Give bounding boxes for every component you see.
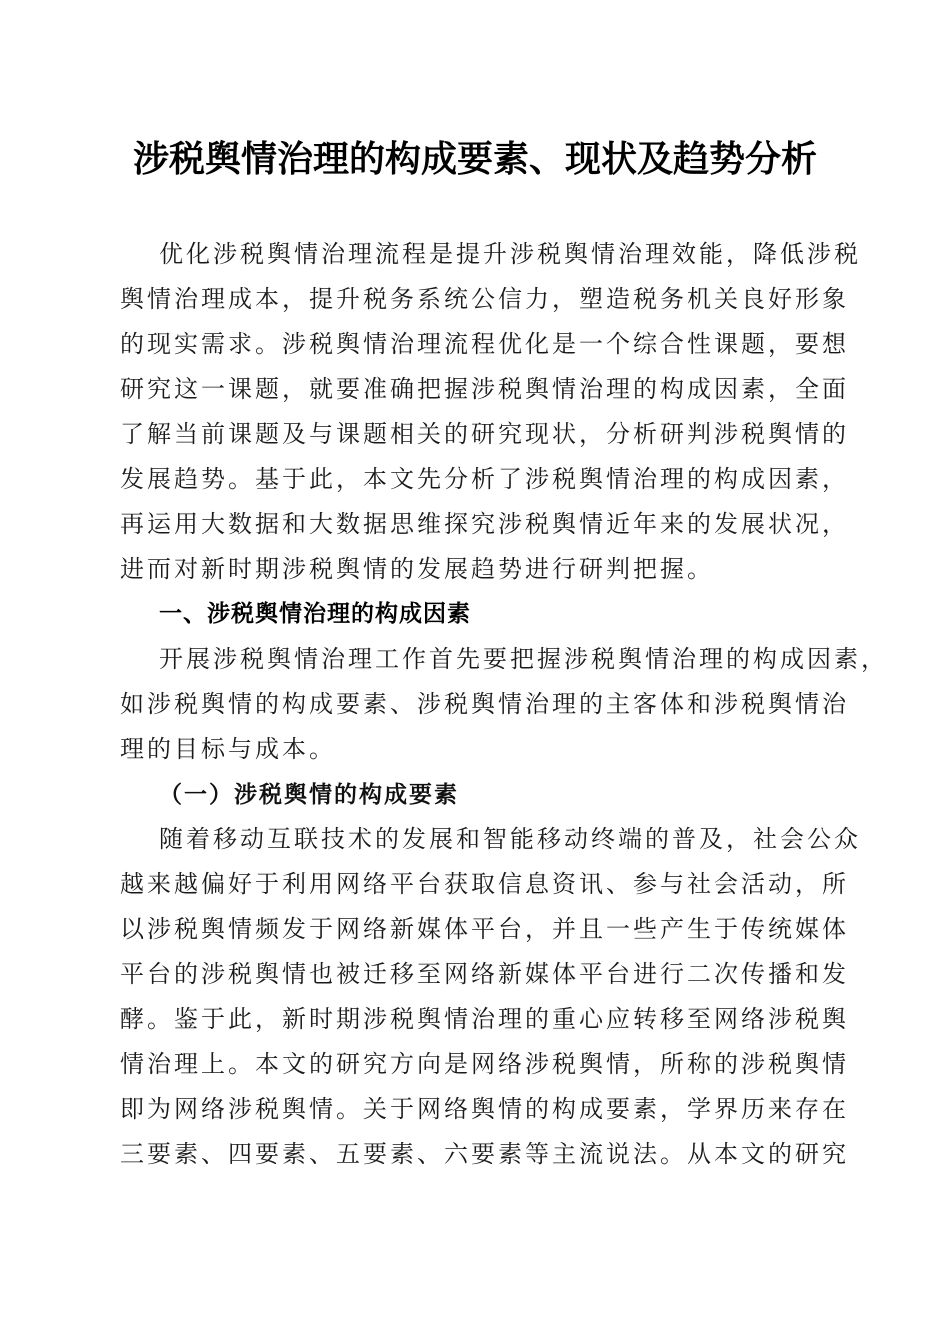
document-body (120, 232, 888, 1177)
intro-line: 发展趋势。基于此，本文先分析了涉税舆情治理的构成因素， (120, 465, 849, 493)
subsection-line: 即为网络涉税舆情。关于网络舆情的构成要素，学界历来存在 (120, 1095, 849, 1123)
intro-line: 再运用大数据和大数据思维探究涉税舆情近年来的发展状况， (120, 510, 849, 538)
subsection-line: 越来越偏好于利用网络平台获取信息资讯、参与社会活动，所 (120, 870, 849, 898)
subsection-line: 平台的涉税舆情也被迁移至网络新媒体平台进行二次传播和发 (120, 960, 849, 988)
intro-line: 的现实需求。涉税舆情治理流程优化是一个综合性课题，要想 (120, 330, 849, 358)
subsection-line: 三要素、四要素、五要素、六要素等主流说法。从本文的研究 (120, 1140, 849, 1168)
intro-line: 优化涉税舆情治理流程是提升涉税舆情治理效能，降低涉税 (159, 240, 861, 268)
intro-paragraph (120, 232, 861, 592)
intro-line: 了解当前课题及与课题相关的研究现状，分析研判涉税舆情的 (120, 420, 849, 448)
subsection-line: 以涉税舆情频发于网络新媒体平台，并且一些产生于传统媒体 (120, 915, 849, 943)
document-title: 涉税舆情治理的构成要素、现状及趋势分析 (132, 139, 817, 180)
section-line: 开展涉税舆情治理工作首先要把握涉税舆情治理的构成因素， (159, 645, 888, 673)
intro-line: 进而对新时期涉税舆情的发展趋势进行研判把握。 (120, 555, 714, 583)
intro-line: 研究这一课题，就要准确把握涉税舆情治理的构成因素，全面 (120, 375, 849, 403)
section-line: 理的目标与成本。 (120, 735, 336, 763)
subsection-paragraph (120, 817, 861, 1177)
subsection-line: 情治理上。本文的研究方向是网络涉税舆情，所称的涉税舆情 (120, 1050, 849, 1078)
section-heading: 一、涉税舆情治理的构成因素 (159, 601, 471, 627)
section-paragraph (120, 637, 888, 772)
subsection-heading: （一）涉税舆情的构成要素 (159, 781, 459, 808)
intro-line: 舆情治理成本，提升税务系统公信力，塑造税务机关良好形象 (120, 285, 849, 313)
section-line: 如涉税舆情的构成要素、涉税舆情治理的主客体和涉税舆情治 (120, 690, 849, 718)
subsection-line: 随着移动互联技术的发展和智能移动终端的普及，社会公众 (159, 825, 861, 853)
subsection-line: 酵。鉴于此，新时期涉税舆情治理的重心应转移至网络涉税舆 (120, 1005, 849, 1033)
